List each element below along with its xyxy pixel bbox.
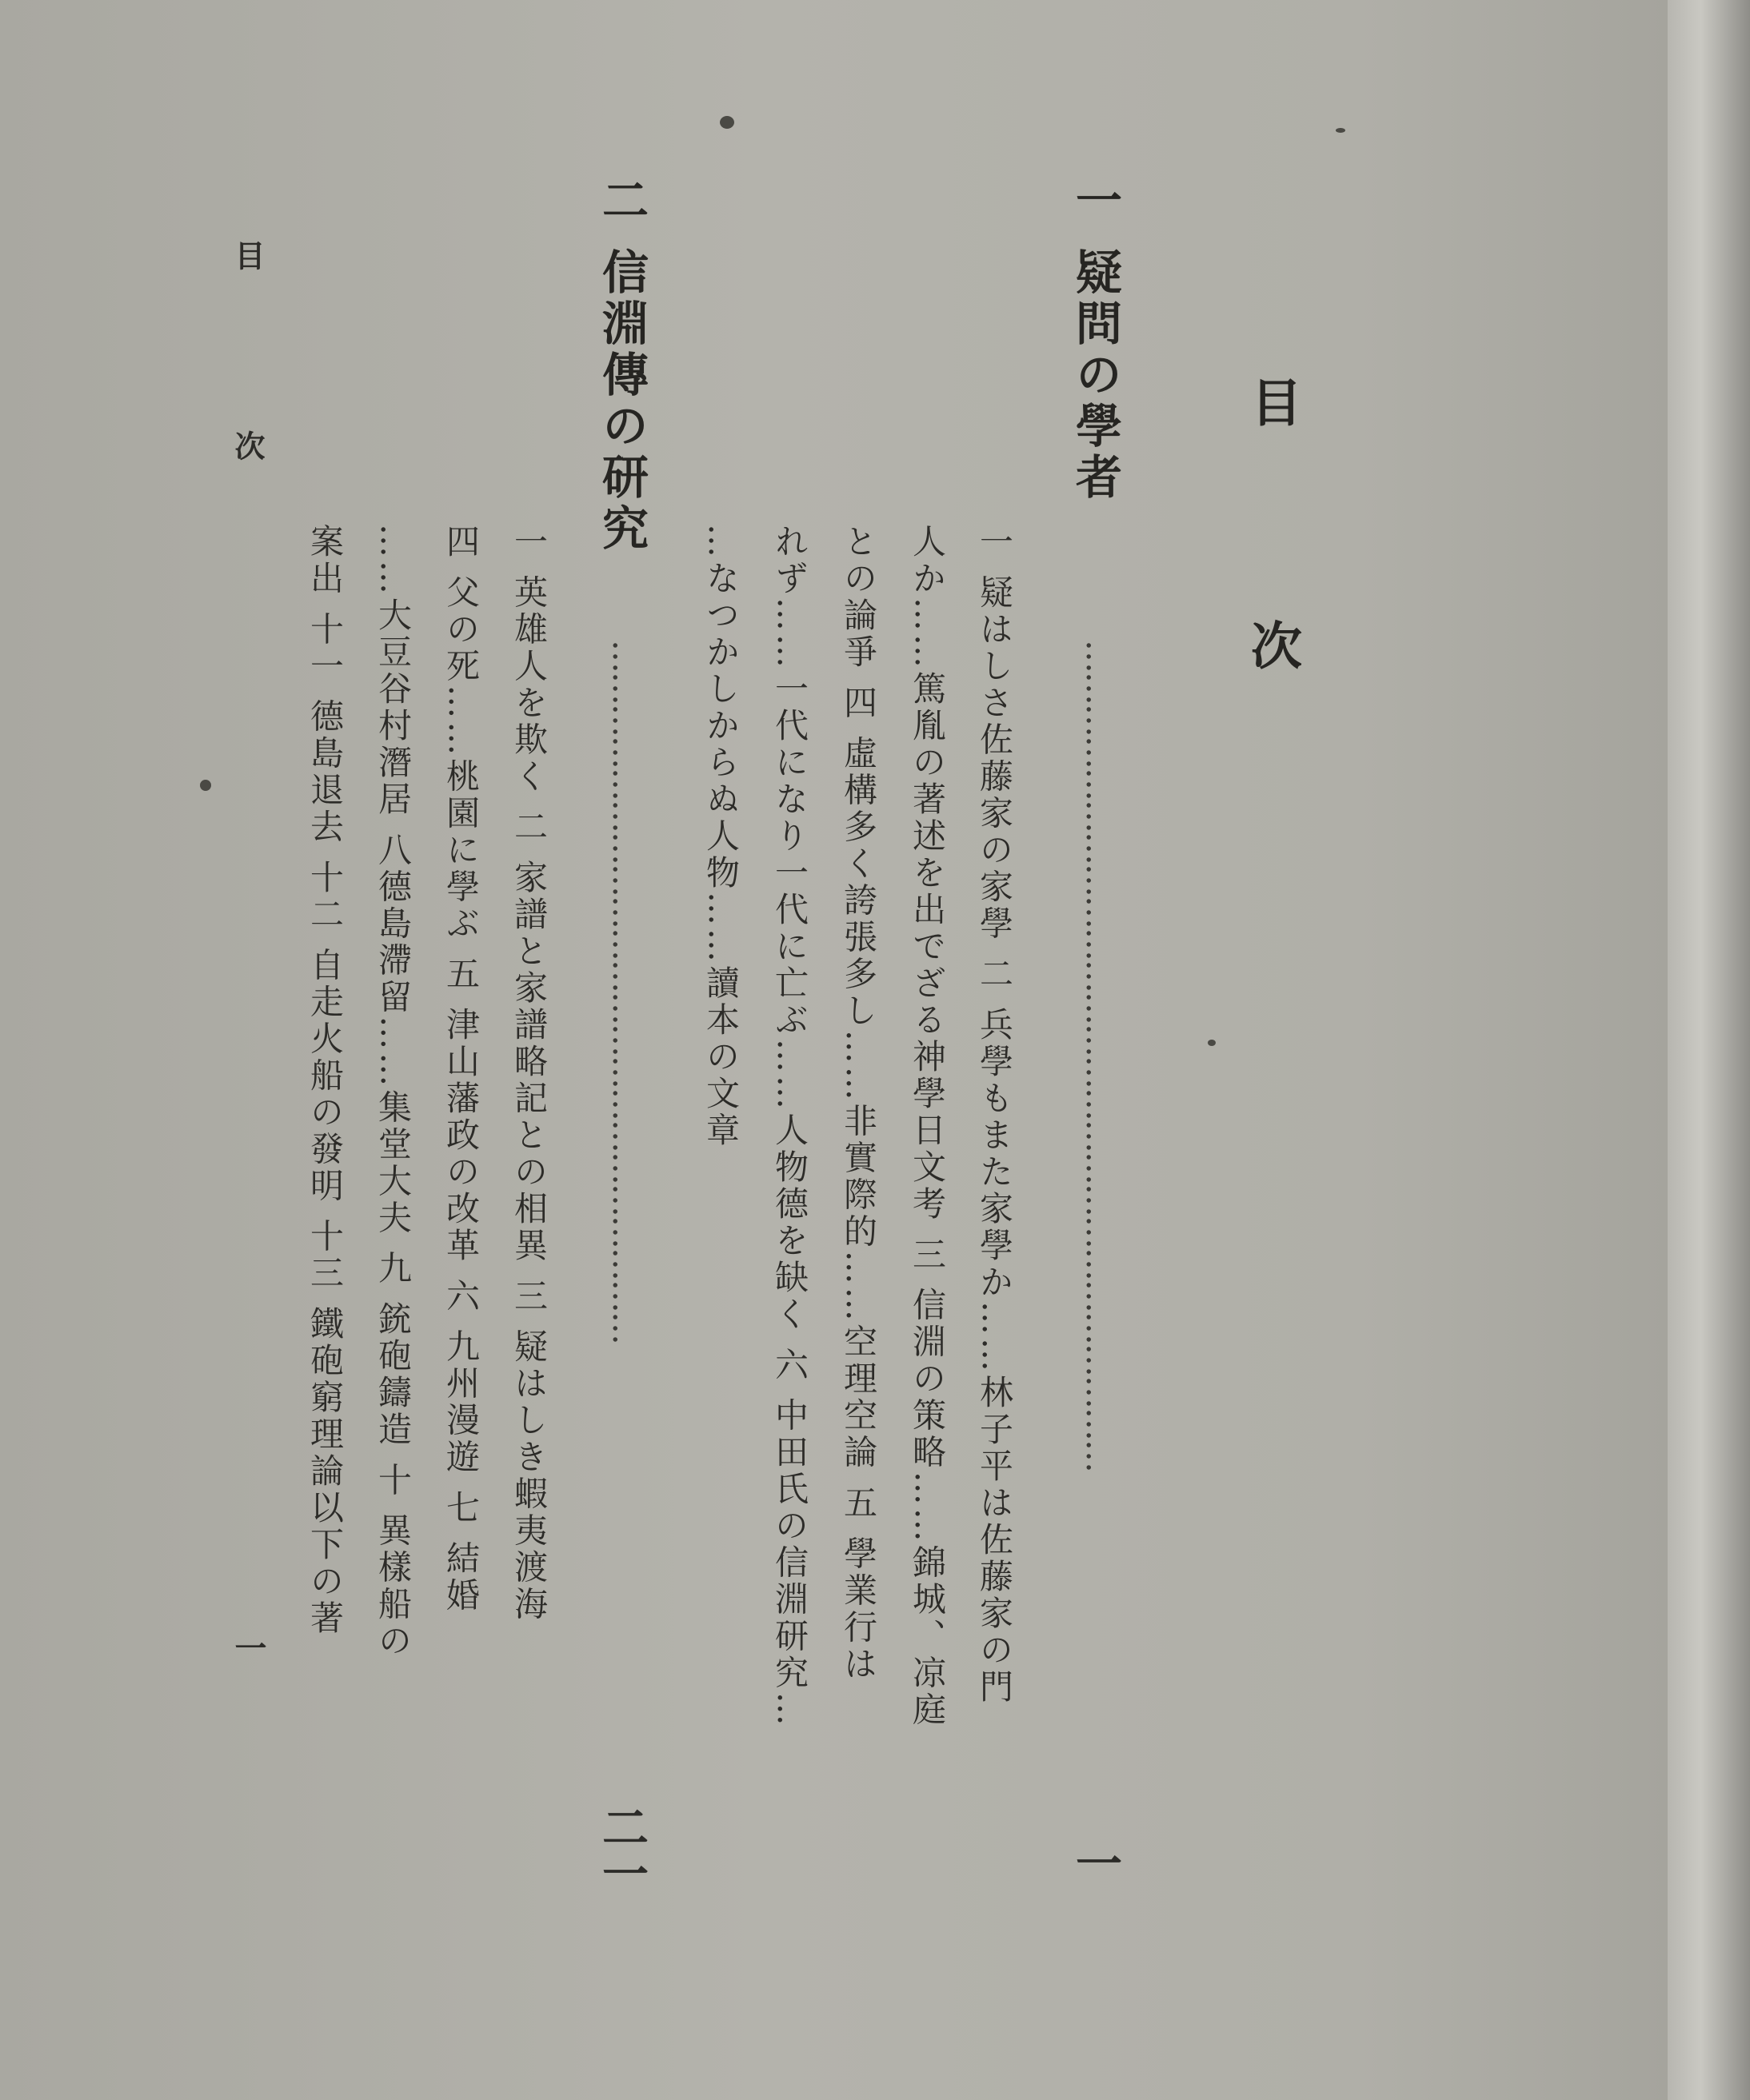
chapter-2-entry-line: ……大豆谷村潛居 八德島滯留……集堂大夫 九 銃砲鑄造 十 異樣船の	[374, 524, 413, 1660]
toc-title: 目次	[1242, 376, 1302, 862]
chapter-1-entry-line: との論爭 四 虛構多く誇張多し……非實際的……空理空論 五 學業行は	[839, 524, 878, 1683]
ink-speck	[200, 780, 211, 791]
chapter-1-entry-line: れず……一代になり一代に亡ぶ……人物德を缺く 六 中田氏の信淵研究…	[770, 524, 809, 1729]
chapter-1-entry-line: …なつかしからぬ人物……讀本の文章	[701, 524, 741, 1149]
chapter-2-entry-line: 案出 十一 德島退去 十二 自走火船の發明 十三 鐵砲窮理論以下の著	[306, 524, 345, 1638]
running-head: 目次	[230, 240, 266, 621]
chapter-1-entry-line: 人か……篤胤の著述を出でざる神學日文考 三 信淵の策略……錦城、凉庭	[908, 524, 947, 1729]
ink-speck	[1336, 128, 1345, 133]
chapter-2-leader: …………………………………………………………	[605, 640, 645, 1343]
chapter-1-title: 一 疑問の學者	[1068, 176, 1122, 505]
ink-speck	[720, 116, 734, 129]
page-edge	[1668, 0, 1750, 2100]
chapter-2-page: 二一	[594, 1803, 649, 1896]
ink-speck	[1208, 1040, 1216, 1046]
chapter-1-leader: ……………………………………………………………………	[1079, 640, 1118, 1471]
chapter-2-entry-line: 四 父の死……桃園に學ぶ 五 津山藩政の改革 六 九州漫遊 七 結婚	[441, 524, 481, 1615]
chapter-2-title: 二 信淵傳の研究	[594, 176, 649, 556]
chapter-1-entry-line: 一 疑はしさ佐藤家の家學 二 兵學もまた家學か……林子平は佐藤家の門	[975, 524, 1014, 1707]
chapter-2-entry-line: 一 英雄人を欺く 二 家譜と家譜略記との相異 三 疑はしき蝦夷渡海	[509, 524, 549, 1623]
page-folio: 一	[230, 1631, 267, 1663]
chapter-1-page: 一	[1068, 1839, 1122, 1886]
